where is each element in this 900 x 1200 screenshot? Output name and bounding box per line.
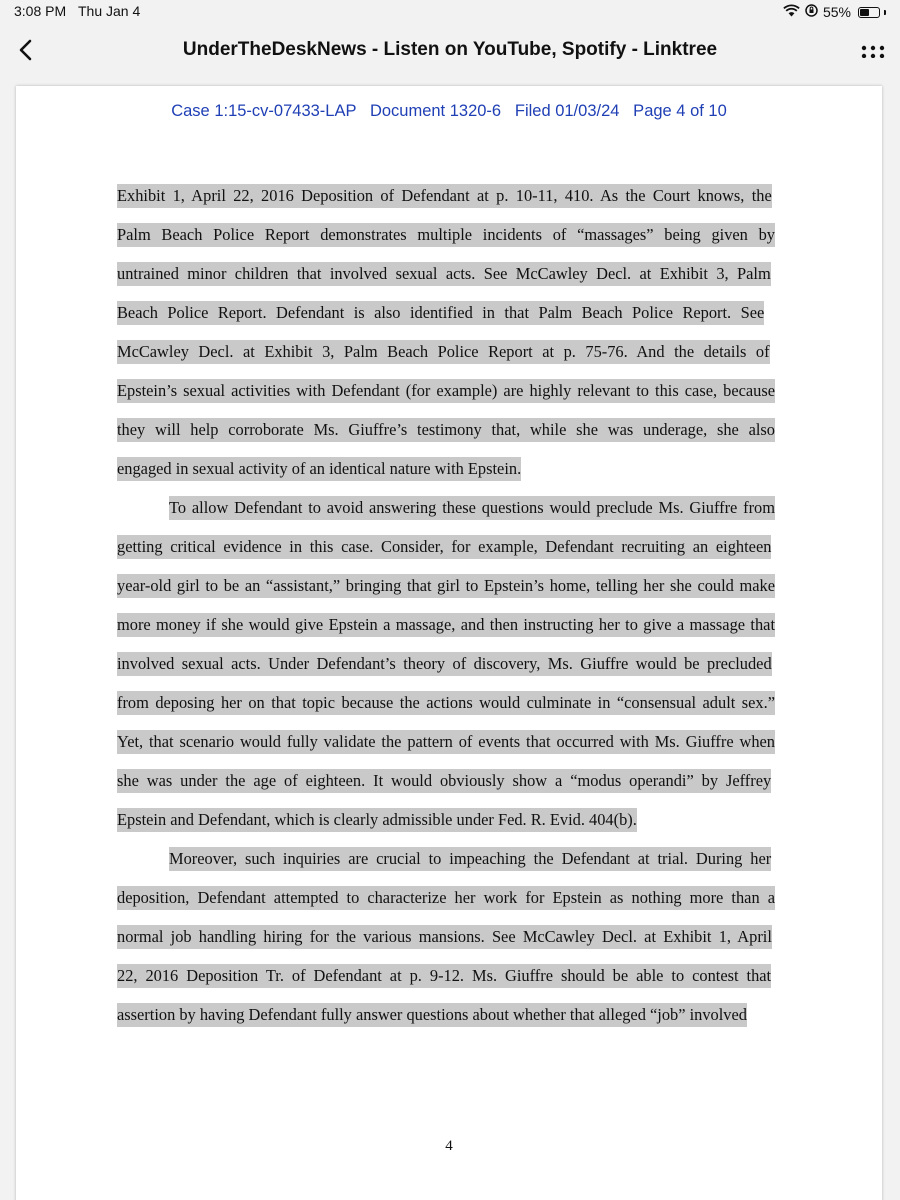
document-line [117,537,775,576]
status-indicators [783,3,886,21]
battery-cap [884,10,886,15]
document-line [117,303,775,342]
battery-level [860,9,869,16]
highlighted-text: normal job handling hiring for the various mansions. See McCawley Decl. at Exhibit 1, April [117,925,772,949]
document-line [117,264,775,303]
document-line [117,849,775,888]
page-number: 4 [445,1138,453,1154]
battery-percent: 55% [822,4,851,20]
highlighted-text: they will help corroborate Ms. Giuffre’s testimony that, while she was underage, she also [117,418,775,442]
chevron-left-icon [10,30,44,70]
highlighted-text: Epstein and Defendant, which is clearly admissible under Fed. R. Evid. 404(b). [117,808,637,832]
highlighted-text: McCawley Decl. at Exhibit 3, Palm Beach Police Report at p. 75-76. And the details of [117,340,770,364]
ecf-case-header: Case 1:15-cv-07433-LAP Document 1320-6 Filed 01/03/24 Page 4 of 10 [171,102,727,120]
document-line [117,381,775,420]
highlighted-text: engaged in sexual activity of an identical nature with Epstein. [117,457,521,481]
wifi-icon [783,4,800,20]
highlighted-text: Beach Police Report. Defendant is also identified in that Palm Beach Police Report. See [117,301,764,325]
highlighted-text: untrained minor children that involved sexual acts. See McCawley Decl. at Exhibit 3, Palm [117,262,771,286]
document-line [117,615,775,654]
highlighted-text: deposition, Defendant attempted to characterize her work for Epstein as nothing more than a [117,886,775,910]
document-line [117,771,775,810]
highlighted-text: Exhibit 1, April 22, 2016 Deposition of Defendant at p. 10-11, 410. As the Court knows, the [117,184,772,208]
document-line [117,810,775,849]
document-line [117,498,775,537]
document-line [117,654,775,693]
highlighted-text: Moreover, such inquiries are crucial to impeaching the Defendant at trial. During her [169,847,771,871]
highlighted-text: assertion by having Defendant fully answer questions about whether that alleged “job” involved [117,1003,747,1027]
page-title: UnderTheDeskNews - Listen on YouTube, Spotify - Linktree [182,39,718,60]
highlighted-text: Palm Beach Police Report demonstrates multiple incidents of “massages” being given by [117,223,775,247]
document-line [117,576,775,615]
highlighted-text: To allow Defendant to avoid answering these questions would preclude Ms. Giuffre from [169,496,775,520]
nav-bar [0,26,900,74]
back-button[interactable] [10,30,44,70]
document-line [117,420,775,459]
document-line [117,225,775,264]
highlighted-text: getting critical evidence in this case. Consider, for example, Defendant recruiting an eighteen [117,535,771,559]
more-button[interactable] [860,44,886,58]
document-page[interactable] [16,86,882,1200]
document-line [117,342,775,381]
document-line [117,966,775,1005]
document-line [117,459,775,498]
highlighted-text: involved sexual acts. Under Defendant’s theory of discovery, Ms. Giuffre would be precluded [117,652,772,676]
highlighted-text: Yet, that scenario would fully validate the pattern of events that occurred with Ms. Giuffre when [117,730,775,754]
document-line [117,186,775,225]
status-time: 3:08 PM [14,3,67,19]
orientation-lock-icon [804,3,819,21]
highlighted-text: more money if she would give Epstein a massage, and then instructing her to give a massage that [117,613,775,637]
more-dots-icon [860,44,886,58]
highlighted-text: 22, 2016 Deposition Tr. of Defendant at p. 9-12. Ms. Giuffre should be able to contest that [117,964,771,988]
document-line [117,927,775,966]
document-line [117,888,775,927]
document-line [117,732,775,771]
document-line [117,1005,775,1044]
document-line [117,693,775,732]
highlighted-text: Epstein’s sexual activities with Defendant (for example) are highly relevant to this case, because [117,379,775,403]
status-date: Thu Jan 4 [78,3,141,19]
document-body [117,186,775,1044]
status-bar [0,0,900,24]
battery-icon [858,7,880,18]
highlighted-text: from deposing her on that topic because the actions would culminate in “consensual adult sex.” [117,691,775,715]
highlighted-text: she was under the age of eighteen. It would obviously show a “modus operandi” by Jeffrey [117,769,771,793]
highlighted-text: year-old girl to be an “assistant,” bringing that girl to Epstein’s home, telling her she could make [117,574,775,598]
